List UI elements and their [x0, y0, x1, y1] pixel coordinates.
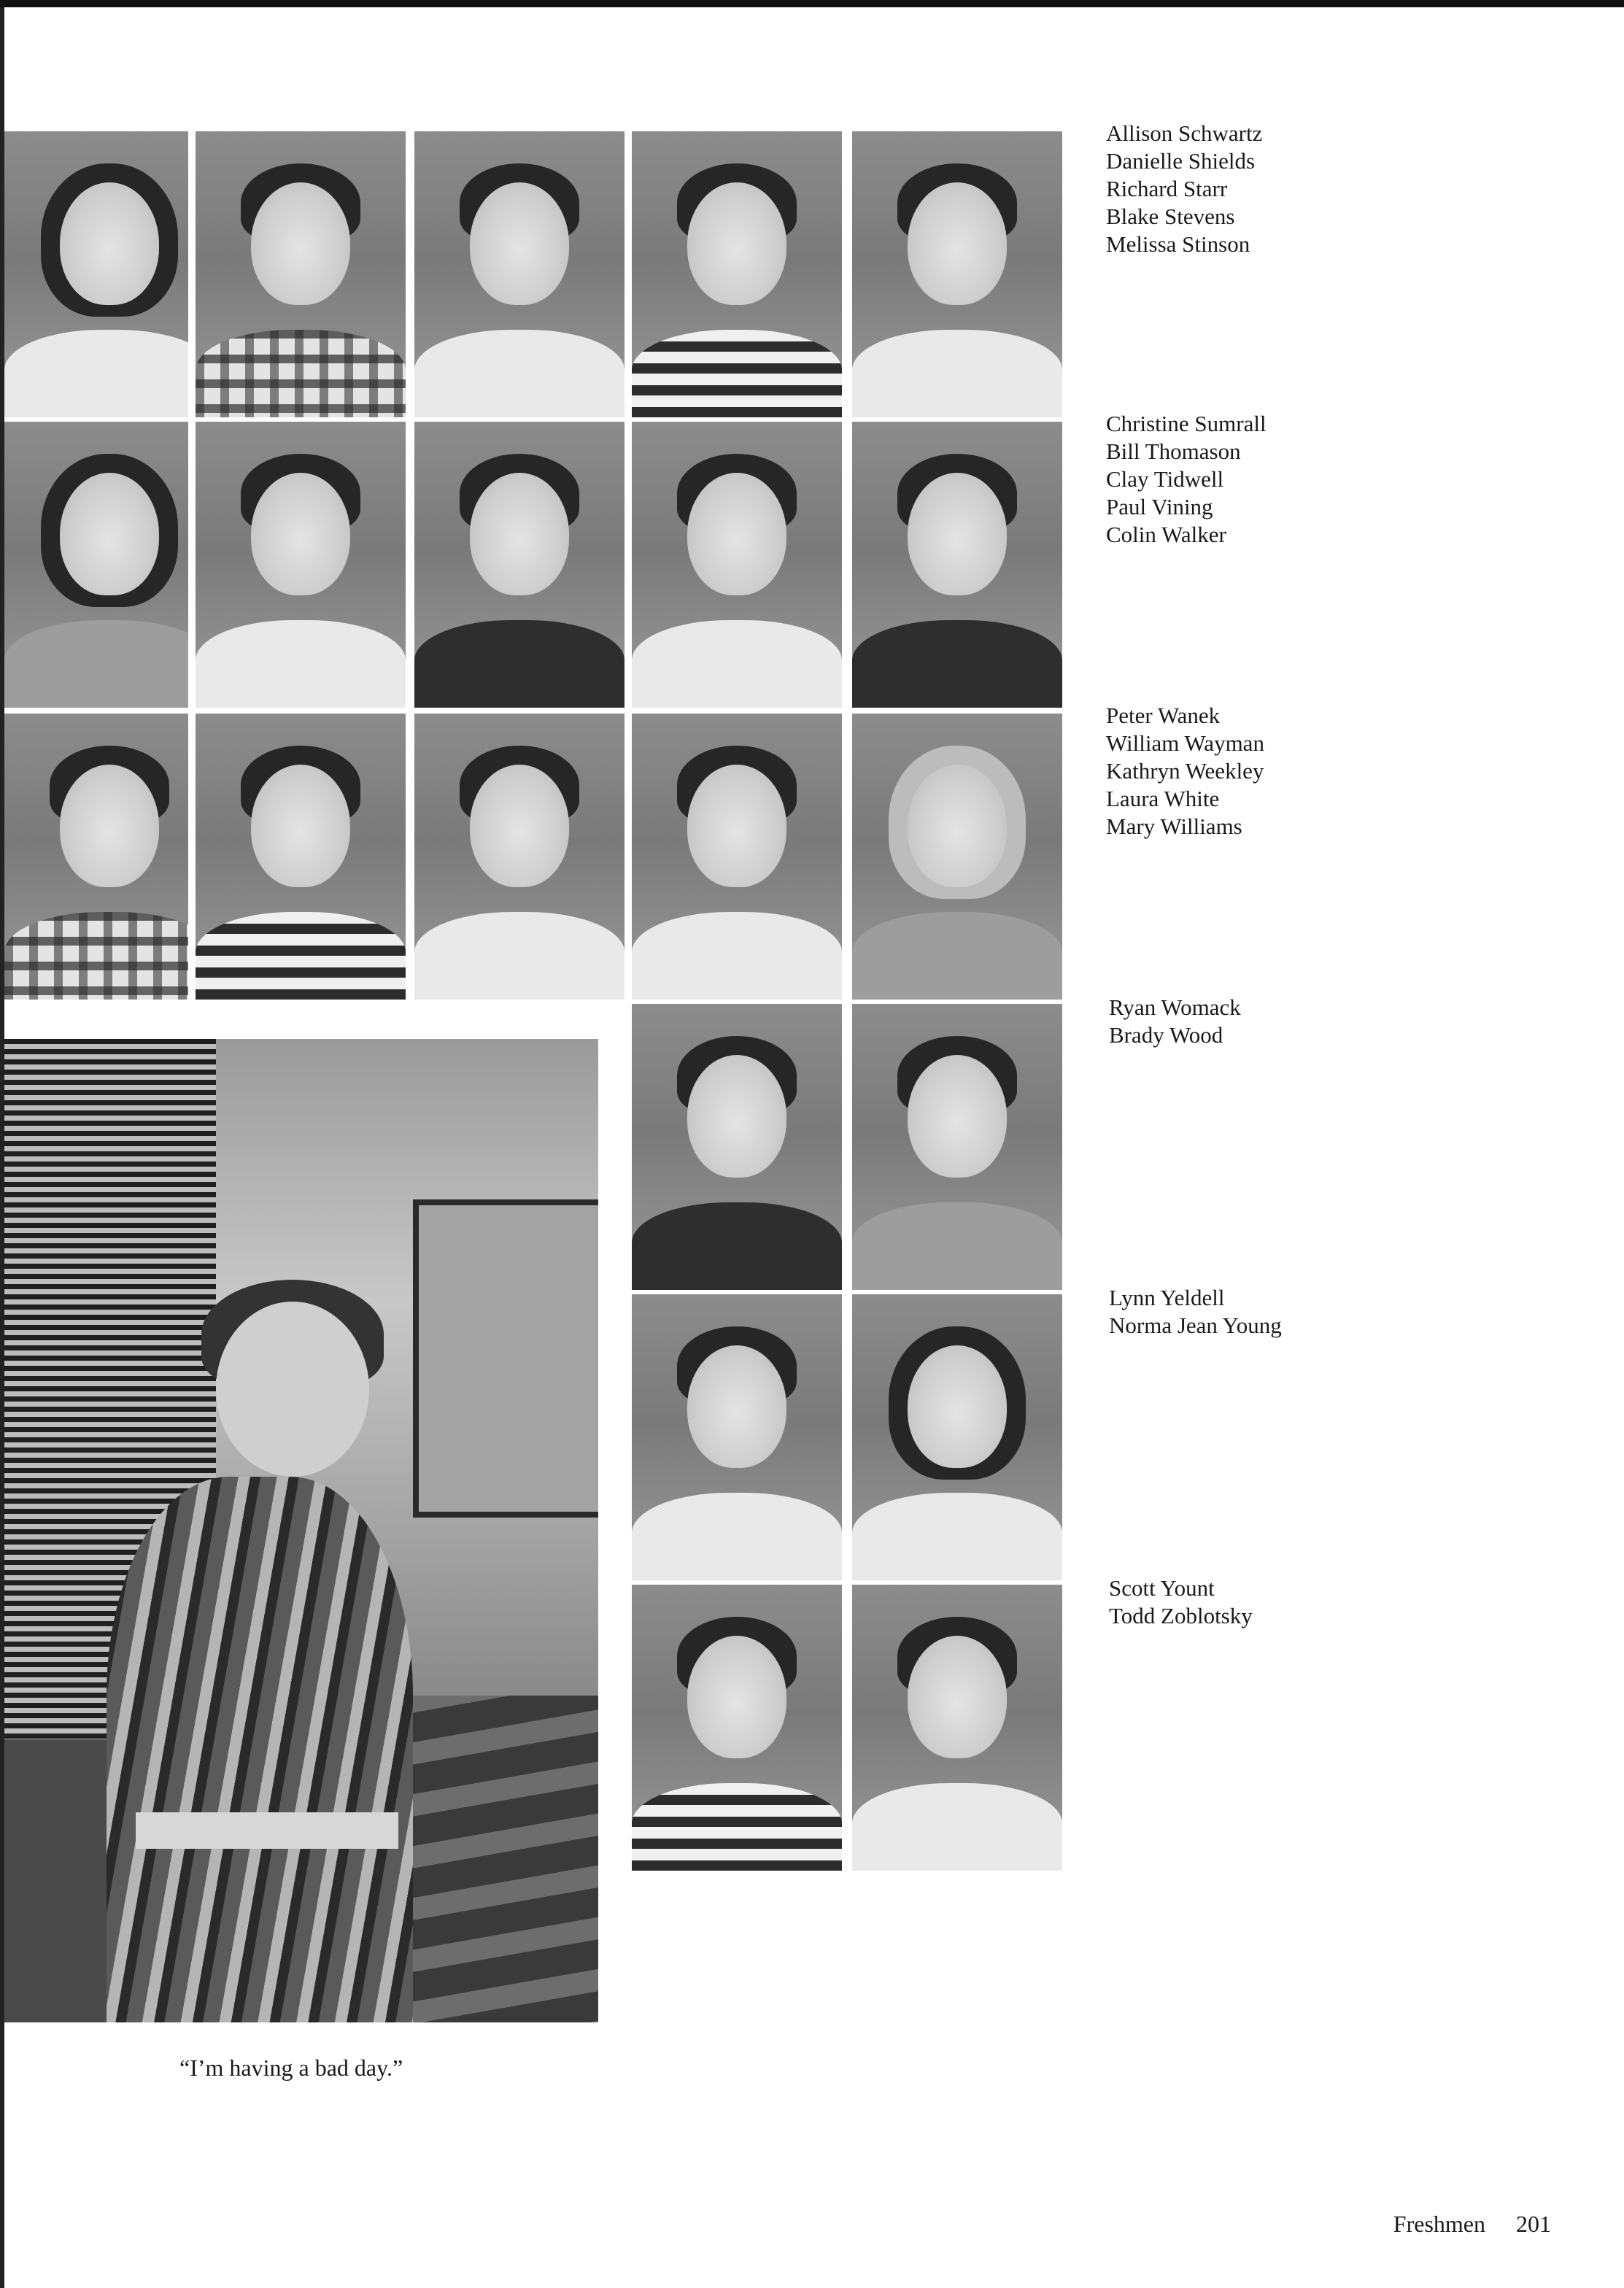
student-name: Todd Zoblotsky: [1109, 1603, 1253, 1628]
portrait-photo: [632, 1294, 842, 1580]
portrait-photo: [852, 1585, 1062, 1871]
name-list: [1106, 702, 1264, 840]
student-name: Laura White: [1106, 786, 1220, 811]
page-number: 201: [1516, 2211, 1551, 2237]
portrait-photo: [4, 714, 188, 1000]
student-name: Peter Wanek: [1106, 703, 1221, 728]
portrait-photo: [852, 422, 1062, 708]
portrait-photo: [852, 131, 1062, 417]
top-border: [0, 0, 1624, 7]
name-list: [1106, 120, 1262, 258]
student-name: Lynn Yeldell: [1109, 1285, 1225, 1310]
portrait-photo: [632, 131, 842, 417]
portrait-photo: [196, 422, 406, 708]
student-name: William Wayman: [1106, 730, 1264, 756]
page-footer: [1393, 2211, 1551, 2238]
student-name: Kathryn Weekley: [1106, 758, 1264, 784]
student-name: Colin Walker: [1106, 522, 1226, 547]
student-name: Melissa Stinson: [1106, 231, 1250, 257]
name-list: [1109, 1574, 1253, 1630]
portrait-photo: [4, 422, 188, 708]
portrait-photo: [196, 714, 406, 1000]
portrait-photo: [414, 422, 625, 708]
portrait-photo: [852, 714, 1062, 1000]
student-name: Mary Williams: [1106, 813, 1242, 839]
section-label: Freshmen: [1393, 2211, 1485, 2237]
student-name: Bill Thomason: [1106, 438, 1241, 464]
portrait-photo: [632, 1585, 842, 1871]
student-name: Blake Stevens: [1106, 204, 1235, 229]
portrait-photo: [196, 131, 406, 417]
photo-caption: “I’m having a bad day.”: [179, 2055, 403, 2081]
name-list: [1106, 410, 1267, 549]
student-name: Brady Wood: [1109, 1022, 1223, 1048]
portrait-photo: [852, 1004, 1062, 1290]
candid-classroom-photo: [4, 1039, 598, 2022]
portrait-photo: [414, 131, 625, 417]
portrait-photo: [632, 1004, 842, 1290]
name-list: [1109, 1284, 1282, 1340]
portrait-photo: [4, 131, 188, 417]
student-name: Paul Vining: [1106, 494, 1213, 519]
portrait-photo: [414, 714, 625, 1000]
portrait-photo: [852, 1294, 1062, 1580]
portrait-photo: [632, 422, 842, 708]
name-list: [1109, 994, 1241, 1049]
student-name: Richard Starr: [1106, 176, 1228, 201]
student-name: Clay Tidwell: [1106, 466, 1224, 492]
student-name: Ryan Womack: [1109, 994, 1241, 1020]
student-name: Danielle Shields: [1106, 148, 1256, 174]
student-name: Allison Schwartz: [1106, 120, 1263, 146]
student-name: Scott Yount: [1109, 1575, 1215, 1601]
student-name: Norma Jean Young: [1109, 1313, 1282, 1338]
portrait-photo: [632, 714, 842, 1000]
student-name: Christine Sumrall: [1106, 411, 1267, 436]
